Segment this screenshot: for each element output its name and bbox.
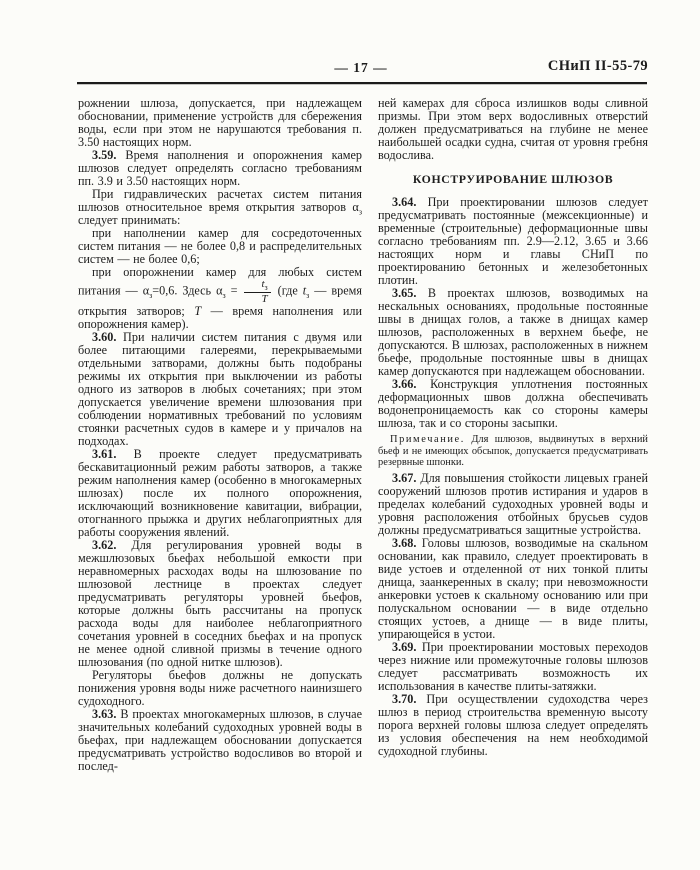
- text-column-left: [78, 97, 362, 773]
- page-number: — 17 —: [334, 60, 388, 75]
- clause-number: 3.62.: [92, 538, 117, 553]
- clause-number: 3.63.: [92, 707, 117, 722]
- paragraph: ней камерах для сброса излишков воды сливной призмы. При этом верх водосливных отверстий должен предусматриваться на глубине не менее наибольшей осадки судна, считая от уровня гребня водослива.: [378, 96, 648, 162]
- clause-number: 3.59.: [92, 148, 117, 162]
- paragraph: 3.63. В проектах многокамерных шлюзов, в случае значительных колебаний судоходных уровней воды в бьефах, при надлежащем обосновании допускается предусматривать устройство водосливов во второй и послед-: [78, 707, 362, 774]
- clause-number: 3.65.: [392, 286, 417, 300]
- clause-number: 3.67.: [392, 470, 417, 485]
- clause-number: 3.70.: [392, 691, 417, 706]
- clause-number: 3.61.: [92, 447, 117, 462]
- paragraph: 3.69. При проектировании мостовых переходов через нижние или промежуточные головы шлюзов следует рассматривать возможность их использования в качестве плиты-затяжки.: [378, 639, 648, 693]
- paragraph: 3.70. При осуществлении судоходства через шлюз в период строительства временную высоту порога верхней головы шлюза следует определять из условия обеспечения на нем необходимой судоходной глубины.: [378, 691, 648, 758]
- paragraph: 3.59. Время наполнения и опорожнения камер шлюзов следует определять согласно требованиям пп. 3.9 и 3.50 настоящих норм.: [78, 148, 362, 188]
- clause-number: 3.60.: [92, 330, 117, 345]
- fraction-denominator: T: [261, 292, 268, 305]
- paragraph: 3.65. В проектах шлюзов, возводимых на нескальных основаниях, продольные постоянные швы в днищах голов, а также в днищах камер шлюзов, расположенных в верхнем бьефе, не допускаются. В шлюзах, расположенных в нижнем бьефе, продольные постоянные швы в днищах камер допускаются при надлежащем обосновании.: [378, 286, 648, 378]
- paragraph: При гидравлических расчетах систем питания шлюзов относительное время открытия затворов $\alpha_з$ следует принимать:: [78, 187, 362, 227]
- paragraph: 3.68. Головы шлюзов, возводимые на скальном основании, как правило, следует проектировать в виде устоев и отделенной от них тонкой плиты днища, заанкеренных в скалу; при невозможности анкеровки устоев к скальному основанию или при полускальном основании — в виде отдельно стоящих устоев, а днище — в виде плиты, упирающейся в устои.: [378, 535, 648, 641]
- paragraph: Регуляторы бьефов должны не допускать понижения уровня воды ниже расчетного наинизшего судоходного.: [78, 668, 362, 709]
- text-columns: [78, 97, 648, 773]
- paragraph: при наполнении камер для сосредоточенных систем питания — не более 0,8 и распределительных систем — не более 0,6;: [78, 226, 362, 266]
- document-code: СНиП II-55-79: [547, 58, 648, 74]
- paragraph: 3.66. Конструкция уплотнения постоянных деформационных швов должна обеспечивать водонепроницаемость как со стороны камеры шлюза, так и со стороны засыпки.: [378, 377, 648, 430]
- note-label: Примечание.: [390, 434, 465, 445]
- section-heading: КОНСТРУИРОВАНИЕ ШЛЮЗОВ: [412, 172, 614, 186]
- clause-number: 3.64.: [392, 195, 417, 209]
- paragraph: рожнении шлюза, допускается, при надлежащем обосновании, применение устройств для сбережения воды, если при этом не нарушаются требования п. 3.50 настоящих норм.: [78, 96, 362, 149]
- clause-number: 3.69.: [392, 639, 417, 654]
- header-rule: [77, 82, 647, 84]
- formula-paragraph: при опорожнении камер для любых систем питания — $\alpha_з=0,6$. Здесь $\alpha_з$ = $\frac{t_з}{T}$ (где $t_з$ — время открытия затворов; T — время наполнения или опорожнения камер).: [78, 265, 362, 332]
- clause-number: 3.66.: [392, 377, 417, 391]
- fraction: [244, 279, 270, 305]
- paragraph: 3.60. При наличии систем питания с двумя или более питающими галереями, перекрываемыми отдельными затворами, должны быть подобраны режимы их открытия при выключении из работы одного из затворов в любых сочетаниях; при этом допускается увеличение времени шлюзования при соблюдении нормативных требований по условиям стоянки расчетных судов в камере и у причалов на подходах.: [78, 330, 362, 449]
- text-column-right: [378, 97, 648, 758]
- note-paragraph: Примечание. Для шлюзов, выдвинутых в верхний бьеф и не имеющих обсыпок, допускается предусматривать резервные шпонки.: [378, 434, 648, 469]
- clause-number: 3.68.: [392, 535, 417, 550]
- fraction-numerator: $t_з$: [244, 279, 270, 293]
- paragraph: 3.67. Для повышения стойкости лицевых граней сооружений шлюзов против истирания и ударов в пределах колебаний судоходных уровней воды и уровня расположения отбойных брусьев судов должны предусматриваться защитные устройства.: [378, 470, 648, 537]
- paragraph: 3.61. В проекте следует предусматривать бескавитационный режим работы затворов, а также режим наполнения камер (особенно в многокамерных шлюзах) после их полного опорожнения, исключающий возникновение кавитации, вибрации, отогнанного прыжка и других неблагоприятных для работы сооружения явлений.: [78, 447, 362, 540]
- paragraph: 3.62. Для регулирования уровней воды в межшлюзовых бьефах небольшой емкости при неравномерных расходах воды на шлюзование по шлюзовой лестнице в проектах следует предусматривать регуляторы уровней бьефов, которые должны быть рассчитаны на пропуск расхода воды для наиболее неблагоприятного сочетания уровней в соседних бьефах и на пропуск не менее одной сливной призмы в течение одного шлюзования (по одной нитке шлюзов).: [78, 538, 362, 670]
- paragraph: 3.64. При проектировании шлюзов следует предусматривать постоянные (межсекционные) и временные (строительные) деформационные швы согласно требованиям пп. 2.9—2.12, 3.65 и 3.66 настоящих норм и главы СНиП по проектированию бетонных и железобетонных плотин.: [378, 195, 648, 287]
